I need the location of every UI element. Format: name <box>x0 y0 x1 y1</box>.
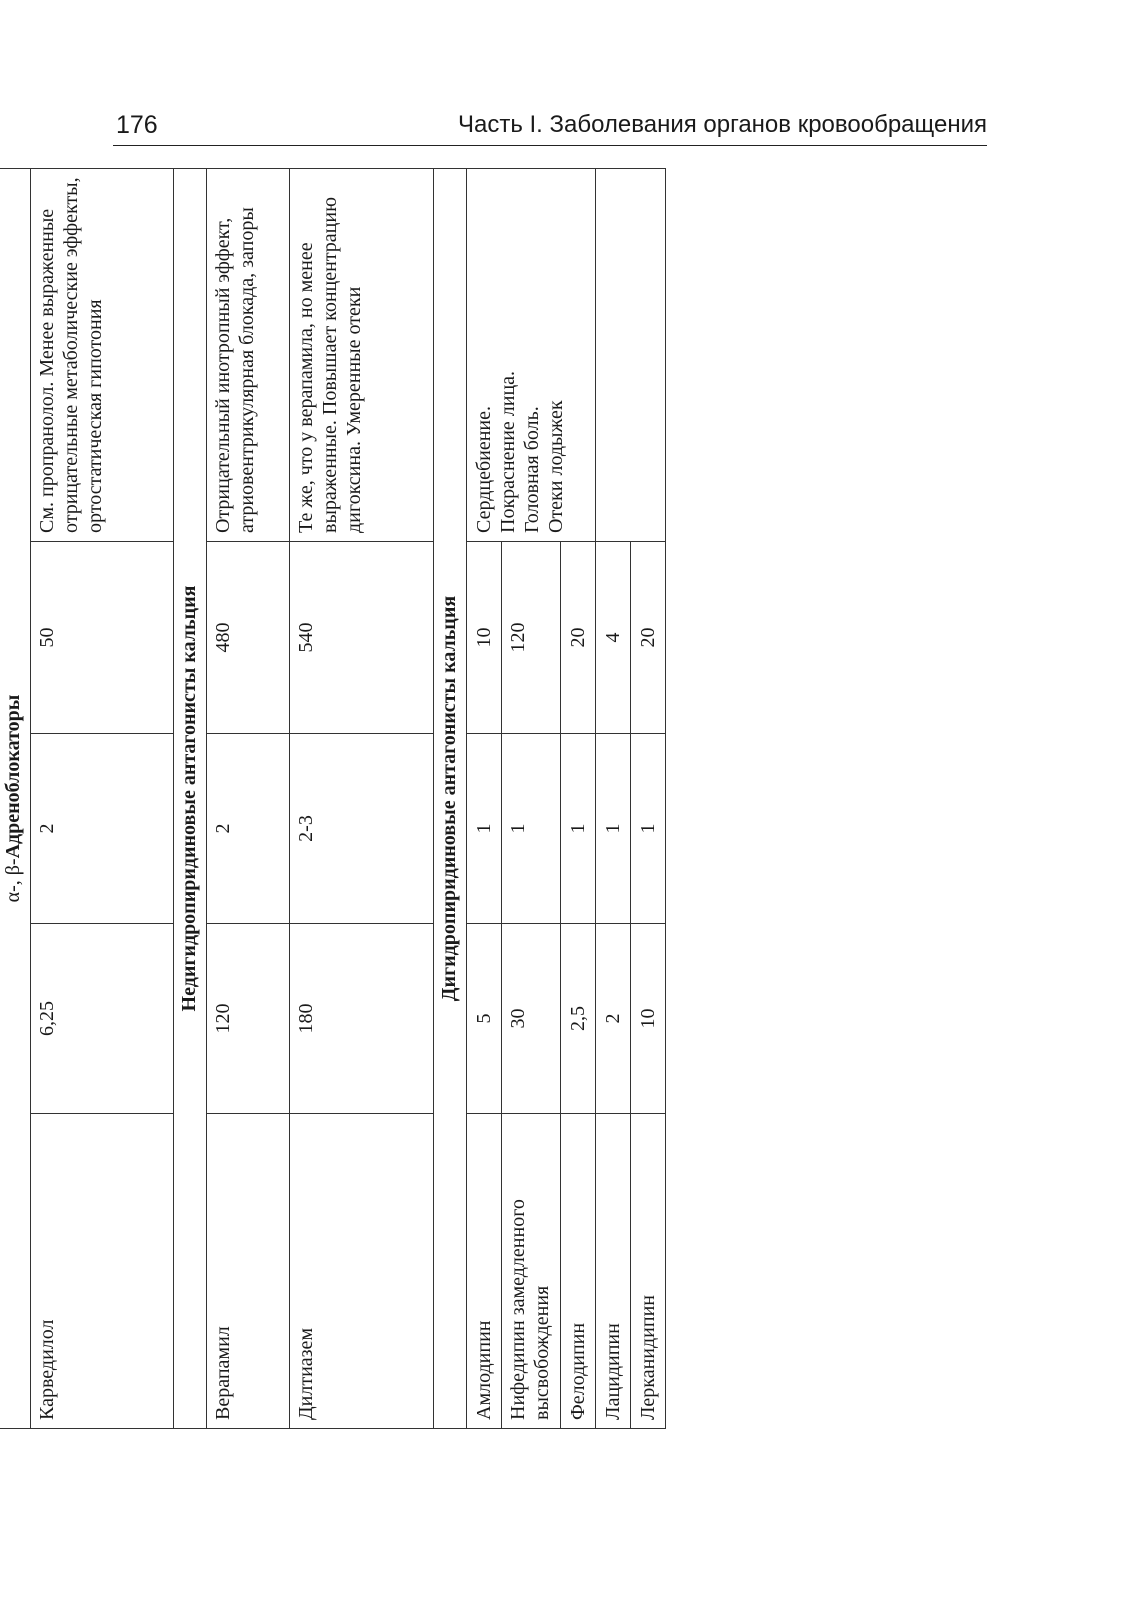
table-row <box>207 169 290 1429</box>
effect-line: Головная боль. <box>521 406 543 533</box>
section-title: Дигидропиридиновые антагонисты кальция <box>434 169 467 1429</box>
effects: Отрицательный инотропный эффект, атриовентрикулярная блокада, запоры <box>207 169 290 542</box>
drug-name: Фелодипин <box>561 1114 596 1429</box>
max-dose: 120 <box>502 542 561 734</box>
start-dose: 2,5 <box>561 924 596 1114</box>
section-title <box>0 169 31 1429</box>
max-dose: 480 <box>207 542 290 734</box>
frequency: 1 <box>502 734 561 924</box>
start-dose: 2 <box>596 924 631 1114</box>
max-dose: 540 <box>290 542 434 734</box>
running-title: Часть I. Заболевания органов кровообращения <box>457 111 987 138</box>
frequency: 1 <box>596 734 631 924</box>
section-row <box>434 169 467 1429</box>
drug-name: Нифедипин замедленного высвобождения <box>502 1114 561 1429</box>
section-title: Недигидропиридиновые антагонисты кальция <box>174 169 207 1429</box>
start-dose: 6,25 <box>31 924 174 1114</box>
frequency: 1 <box>467 734 502 924</box>
start-dose: 5 <box>467 924 502 1114</box>
effects: Те же, что у верапамила, но менее выраженные. Повышает концентрацию дигоксина. Умеренные отеки <box>290 169 434 542</box>
effect-line: Покраснение лица. <box>497 370 519 533</box>
start-dose: 30 <box>502 924 561 1114</box>
frequency: 1 <box>631 734 666 924</box>
max-dose: 20 <box>631 542 666 734</box>
drug-name: Верапамил <box>207 1114 290 1429</box>
drug-name: Лерканидипин <box>631 1114 666 1429</box>
drug-name: Амлодипин <box>467 1114 502 1429</box>
table-row <box>467 169 502 1429</box>
frequency: 2 <box>207 734 290 924</box>
frequency: 2 <box>31 734 174 924</box>
drug-name: Карведилол <box>31 1114 174 1429</box>
effect-line: Отеки лодыжек <box>545 400 567 533</box>
section-row <box>174 169 207 1429</box>
drug-table <box>0 168 666 1429</box>
page-header <box>113 107 987 146</box>
max-dose: 4 <box>596 542 631 734</box>
drug-name: Лацидипин <box>596 1114 631 1429</box>
table-row <box>31 169 174 1429</box>
section-row <box>0 169 31 1429</box>
max-dose: 10 <box>467 542 502 734</box>
start-dose: 10 <box>631 924 666 1114</box>
frequency: 2-3 <box>290 734 434 924</box>
effects: См. пропранолол. Менее выраженные отрицательные метаболические эффекты, ортостатическая гипотония <box>31 169 174 542</box>
rotated-table-container <box>0 169 659 1429</box>
start-dose: 120 <box>207 924 290 1114</box>
drug-name: Дилтиазем <box>290 1114 434 1429</box>
effect-line: Сердцебиение. <box>473 406 495 533</box>
table-row <box>596 169 631 1429</box>
table-row <box>290 169 434 1429</box>
max-dose: 20 <box>561 542 596 734</box>
max-dose: 50 <box>31 542 174 734</box>
start-dose: 180 <box>290 924 434 1114</box>
page-number: 176 <box>116 111 158 139</box>
empty-effects-cell <box>596 169 666 542</box>
section-title-text: Адреноблокаторы <box>2 694 24 859</box>
section-title-prefix: α-, β- <box>2 858 24 903</box>
shared-effects <box>467 169 596 542</box>
frequency: 1 <box>561 734 596 924</box>
